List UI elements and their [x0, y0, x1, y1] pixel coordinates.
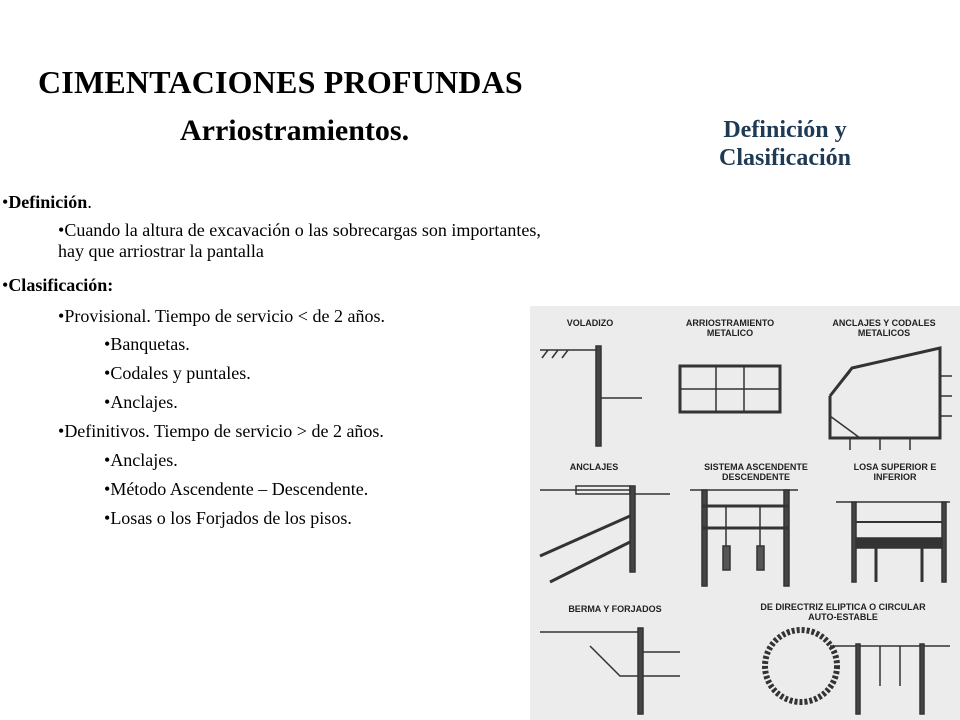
bracing-types-figure: [530, 306, 960, 720]
anclajes-diagram: [540, 486, 670, 582]
bullet-clasificacion: •Clasificación:: [2, 275, 114, 295]
label-voladizo: VOLADIZO: [566, 318, 614, 328]
definitivos-item-text: Losas o los Forjados de los pisos.: [110, 508, 352, 528]
label-berma: BERMA Y FORJADOS: [568, 604, 662, 614]
berma-diagram: [540, 628, 680, 714]
provisional-text: Provisional. Tiempo de servicio < de 2 años.: [64, 306, 385, 326]
bullet-provisional-item: •Codales y puntales.: [104, 363, 251, 383]
bullet-definitivos-item: •Método Ascendente – Descendente.: [104, 479, 369, 499]
voladizo-diagram: [540, 346, 642, 446]
bullet-provisional: •Provisional. Tiempo de servicio < de 2 años.: [58, 306, 385, 326]
bullet-definicion-text: •Cuando la altura de excavación o las sobrecargas son importantes, hay que arriostrar la pantalla: [58, 220, 541, 261]
arriostramiento-diagram: [680, 366, 780, 412]
sistema-diagram: [690, 490, 798, 586]
label-arriostramiento: ARRIOSTRAMIENTO METALICO: [685, 318, 775, 338]
provisional-item-text: Banquetas.: [110, 334, 190, 354]
side-heading: Definición y Clasificación: [719, 117, 851, 171]
pantalla-diagram: [830, 644, 950, 714]
label-anclajes: ANCLAJES: [569, 462, 619, 472]
bullet-provisional-item: •Anclajes.: [104, 392, 178, 412]
definitivos-item-text: Método Ascendente – Descendente.: [110, 479, 369, 499]
bracing-diagrams: [530, 306, 960, 720]
label-sistema: SISTEMA ASCENDENTE DESCENDENTE: [704, 462, 808, 482]
definicion-period: .: [87, 192, 92, 212]
definicion-text: Cuando la altura de excavación o las sobrecargas son importantes, hay que arriostrar la pantalla: [58, 220, 541, 261]
anclajes-codales-diagram: [830, 348, 952, 450]
provisional-item-text: Codales y puntales.: [110, 363, 251, 383]
label-anclajes-codales: ANCLAJES Y CODALES METALICOS: [832, 318, 936, 338]
bullet-definitivos-item: •Losas o los Forjados de los pisos.: [104, 508, 352, 528]
clasificacion-label: Clasificación:: [8, 275, 114, 295]
bullet-provisional-item: •Banquetas.: [104, 334, 190, 354]
provisional-item-text: Anclajes.: [110, 392, 178, 412]
label-losa: LOSA SUPERIOR E INFERIOR: [853, 462, 937, 482]
definitivos-text: Definitivos. Tiempo de servicio > de 2 años.: [64, 421, 384, 441]
page-title: CIMENTACIONES PROFUNDAS: [38, 64, 523, 100]
bullet-definitivos-item: •Anclajes.: [104, 450, 178, 470]
page-subtitle: Arriostramientos.: [180, 114, 410, 147]
directriz-diagram: [765, 630, 837, 702]
definitivos-item-text: Anclajes.: [110, 450, 178, 470]
definicion-label: Definición: [8, 192, 88, 212]
bullet-definitivos: •Definitivos. Tiempo de servicio > de 2 años.: [58, 421, 384, 441]
bullet-definicion: •Definición.: [2, 192, 92, 212]
label-directriz: DE DIRECTRIZ ELIPTICA O CIRCULAR AUTO-ESTABLE: [760, 602, 926, 622]
losa-diagram: [836, 502, 950, 582]
